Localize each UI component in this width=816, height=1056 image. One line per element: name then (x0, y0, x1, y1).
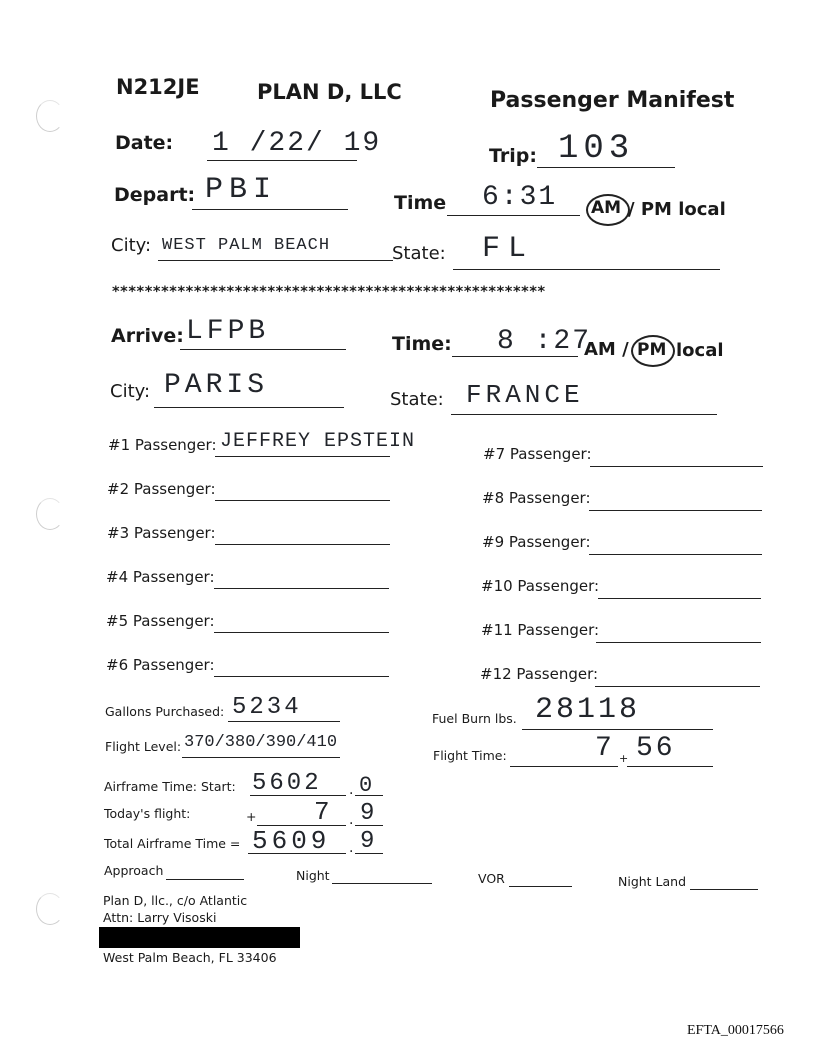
arrive-am-label: AM / (584, 339, 629, 360)
airframe-start-line-whole (250, 795, 346, 796)
arrive-local-label: local (676, 340, 724, 361)
total-airframe-label: Total Airframe Time = (104, 836, 241, 851)
trip-label: Trip: (489, 145, 537, 167)
passenger-line-2 (215, 500, 390, 501)
vor-label: VOR (478, 871, 505, 886)
passenger-line-9 (589, 554, 762, 555)
airframe-start-line-tenth (355, 795, 383, 796)
approach-line (166, 879, 244, 880)
total-airframe-dot: . (349, 840, 354, 856)
passenger-line-8 (589, 510, 762, 511)
airframe-start-dot: . (349, 782, 354, 798)
flight-time-label: Flight Time: (433, 748, 507, 763)
today-flight-line-tenth (355, 825, 383, 826)
passenger-label-2: #2 Passenger: (107, 480, 216, 498)
passenger-label-1: #1 Passenger: (108, 436, 217, 454)
fuel-burn-label: Fuel Burn lbs. (432, 711, 517, 726)
passenger-label-4: #4 Passenger: (106, 568, 215, 586)
flight-level-value: 370/380/390/410 (184, 733, 338, 752)
passenger-label-9: #9 Passenger: (482, 533, 591, 551)
passenger-label-11: #11 Passenger: (481, 621, 600, 639)
passenger-label-7: #7 Passenger: (483, 445, 592, 463)
arrive-pm-label: PM (637, 340, 667, 360)
passenger-label-10: #10 Passenger: (481, 577, 600, 595)
airframe-start-whole: 5602 (252, 770, 322, 797)
tail-number: N212JE (116, 75, 200, 99)
night-label: Night (296, 868, 330, 883)
page-title: Passenger Manifest (490, 88, 735, 113)
arrive-state-value: FRANCE (466, 380, 584, 410)
night-line (332, 883, 432, 884)
binder-hole-top (36, 100, 64, 132)
approach-label: Approach (104, 863, 164, 878)
gallons-line (228, 721, 340, 722)
depart-city-label: City: (111, 235, 152, 256)
passenger-label-8: #8 Passenger: (482, 489, 591, 507)
today-flight-tenth: 9 (360, 800, 377, 827)
total-airframe-whole: 5609 (252, 826, 331, 856)
passenger-line-11 (596, 642, 761, 643)
passenger-line-12 (595, 686, 760, 687)
today-flight-label: Today's flight: (104, 806, 191, 821)
bates-number: EFTA_00017566 (687, 1023, 784, 1038)
passenger-value-1: JEFFREY EPSTEIN (220, 430, 416, 453)
depart-time-value: 6:31 (482, 182, 558, 213)
depart-state-label: State: (392, 243, 446, 264)
redaction-bar (99, 927, 300, 948)
passenger-line-6 (214, 676, 389, 677)
date-label: Date: (115, 132, 174, 154)
separator-asterisks: ***************************************************** (112, 284, 546, 300)
flight-time-hours: 7 (595, 733, 614, 764)
total-airframe-line-whole (248, 853, 346, 854)
trip-line (537, 167, 675, 168)
airframe-start-label: Airframe Time: Start: (104, 779, 236, 794)
depart-state-line (453, 269, 720, 270)
fuel-burn-value: 28118 (535, 693, 641, 727)
arrive-value: LFPB (186, 316, 270, 347)
passenger-line-10 (598, 598, 761, 599)
arrive-label: Arrive: (111, 325, 184, 347)
address-line-2: Attn: Larry Visoski (103, 910, 217, 925)
arrive-time-label: Time: (392, 333, 452, 355)
flight-level-label: Flight Level: (105, 739, 182, 754)
flight-time-minutes: 56 (636, 733, 676, 764)
depart-city-value: WEST PALM BEACH (162, 236, 331, 255)
fuel-burn-line (522, 729, 713, 730)
binder-hole-middle (36, 498, 64, 530)
date-line (207, 160, 357, 161)
arrive-state-line (451, 414, 717, 415)
arrive-line (180, 349, 346, 350)
vor-line (509, 886, 572, 887)
passenger-line-3 (215, 544, 390, 545)
arrive-state-label: State: (390, 389, 444, 410)
trip-value: 103 (558, 130, 635, 168)
company-name: PLAN D, LLC (257, 80, 402, 104)
passenger-line-1 (215, 456, 390, 457)
today-flight-whole: 7 (314, 797, 332, 827)
passenger-label-3: #3 Passenger: (107, 524, 216, 542)
depart-line (192, 209, 348, 210)
total-airframe-tenth: 9 (360, 828, 377, 855)
arrive-time-line (452, 356, 578, 357)
today-flight-dot: . (349, 812, 354, 828)
depart-time-label: Time (394, 192, 447, 214)
depart-value: PBI (205, 173, 278, 207)
passenger-label-5: #5 Passenger: (106, 612, 215, 630)
passenger-label-6: #6 Passenger: (106, 656, 215, 674)
gallons-value: 5234 (232, 694, 302, 721)
address-line-1: Plan D, llc., c/o Atlantic (103, 893, 248, 908)
flight-time-line-minutes (627, 766, 713, 767)
airframe-start-tenth: 0 (359, 773, 375, 798)
night-land-label: Night Land (618, 874, 687, 889)
arrive-time-value: 8 :27 (497, 326, 592, 357)
depart-time-line (447, 215, 580, 216)
arrive-city-line (154, 407, 344, 408)
passenger-line-4 (214, 588, 389, 589)
depart-city-line (158, 260, 393, 261)
flight-time-separator: + (619, 752, 629, 765)
depart-am-label: AM (591, 198, 622, 218)
depart-pm-local-label: / PM local (628, 199, 726, 220)
binder-hole-bottom (36, 893, 64, 925)
address-line-4: West Palm Beach, FL 33406 (103, 950, 277, 965)
gallons-label: Gallons Purchased: (105, 704, 225, 719)
depart-state-value: FL (482, 232, 535, 266)
passenger-label-12: #12 Passenger: (480, 665, 599, 683)
night-land-line (690, 889, 758, 890)
flight-time-line-hours (510, 766, 618, 767)
flight-level-line (182, 757, 340, 758)
total-airframe-line-tenth (355, 853, 383, 854)
date-value: 1 /22/ 19 (212, 128, 382, 159)
arrive-city-value: PARIS (164, 370, 269, 401)
passenger-line-5 (214, 632, 389, 633)
today-flight-plus: + (246, 809, 257, 824)
passenger-line-7 (590, 466, 763, 467)
depart-label: Depart: (114, 184, 196, 206)
arrive-city-label: City: (110, 381, 151, 402)
